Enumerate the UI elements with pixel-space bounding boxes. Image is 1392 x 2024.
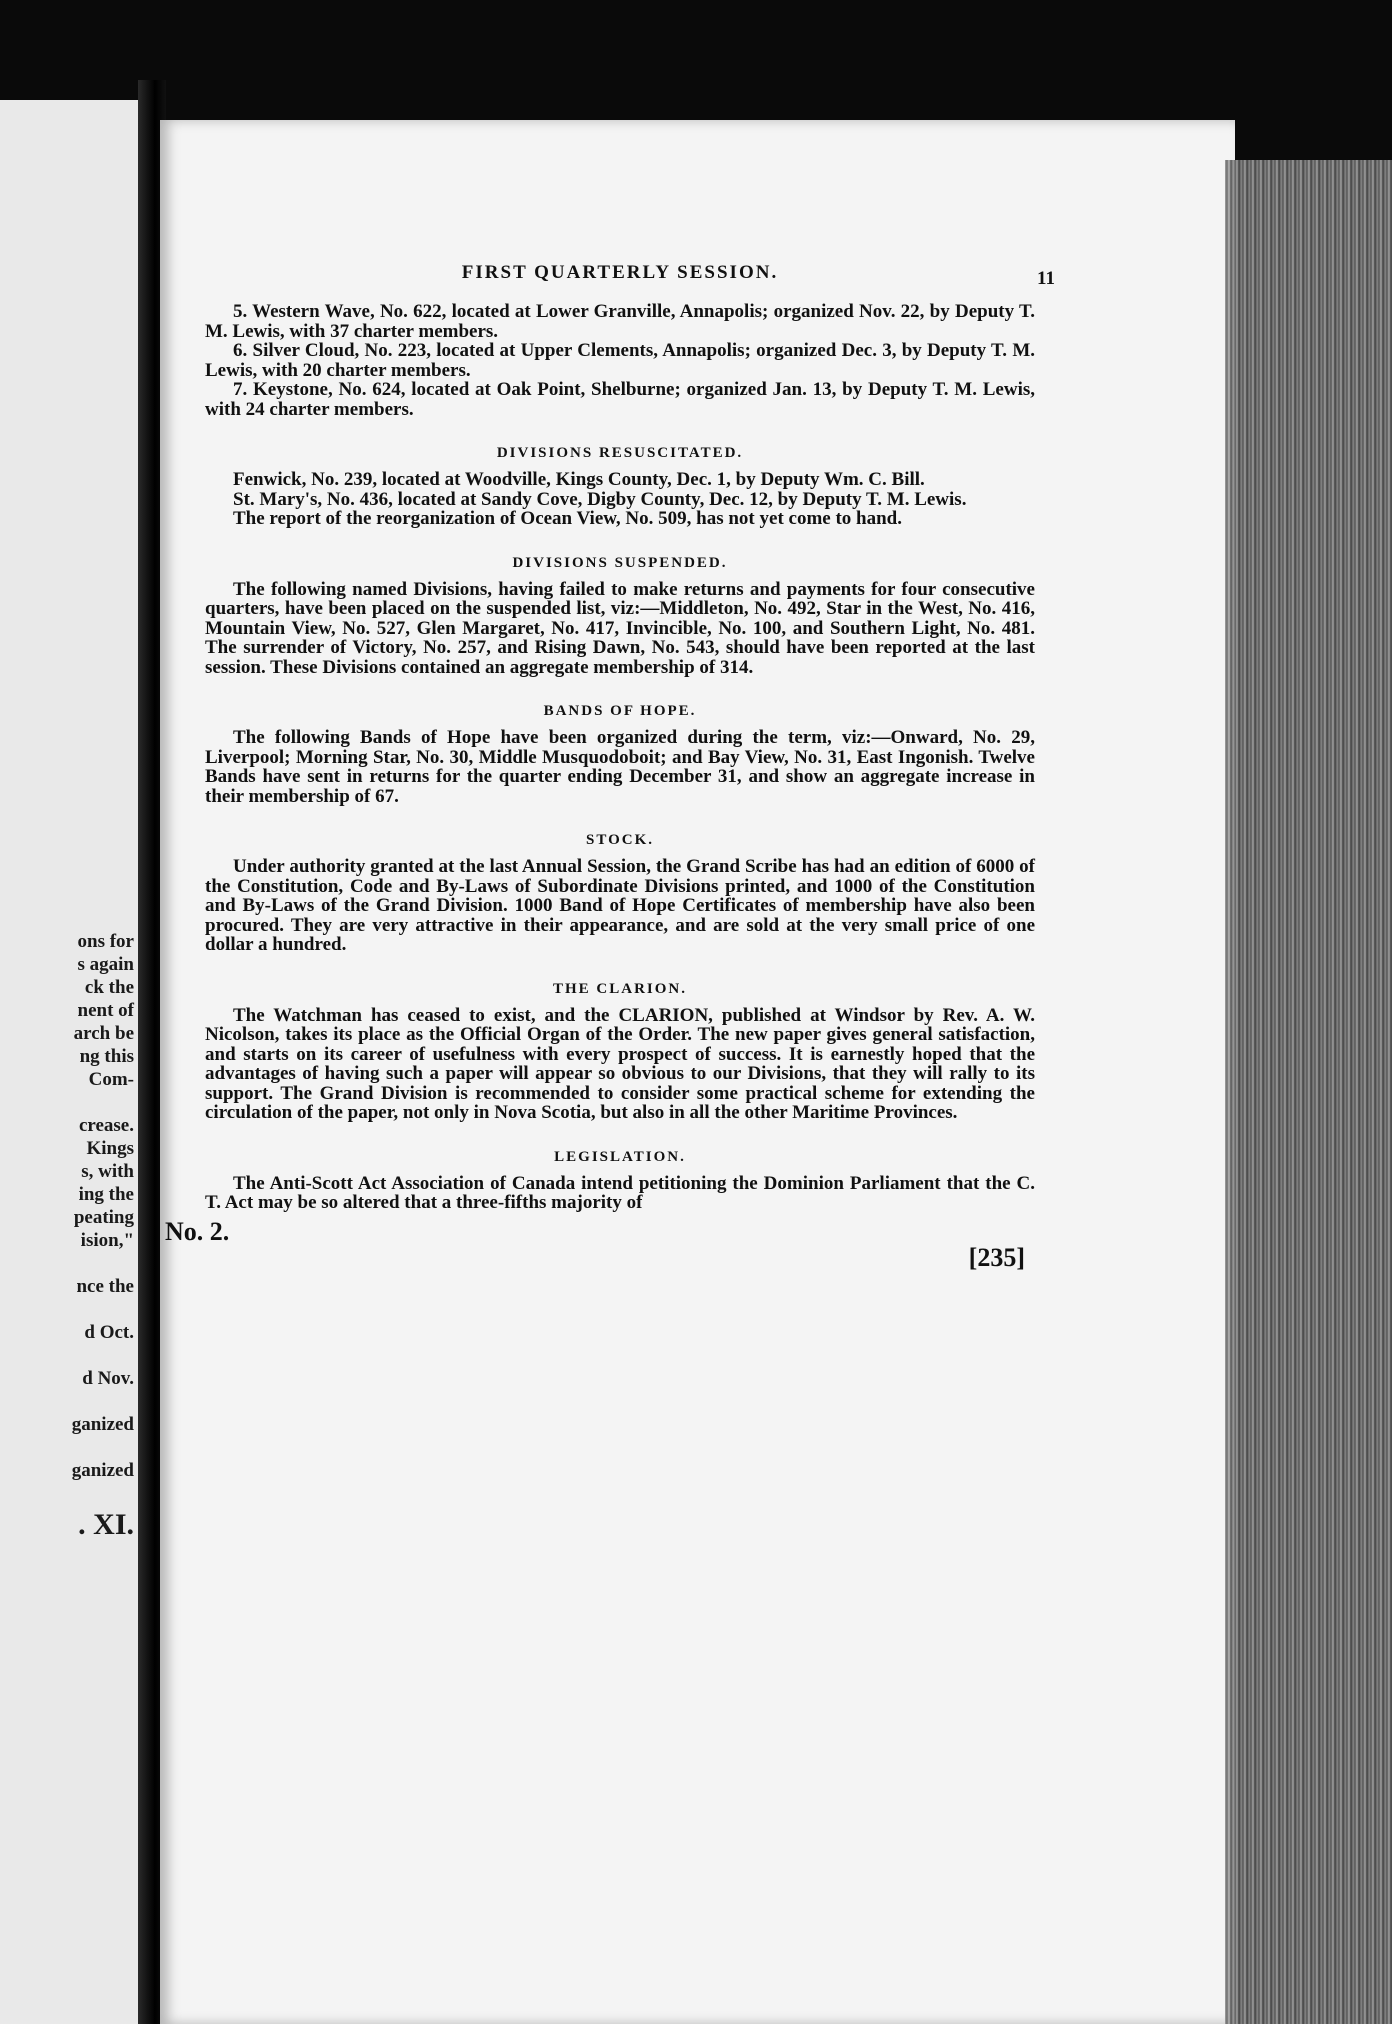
left-fragment-line bbox=[4, 1436, 134, 1459]
left-fragment-line: Com- bbox=[88, 1069, 134, 1090]
section-heading: DIVISIONS RESUSCITATED. bbox=[496, 445, 744, 461]
left-fragment-line: d Oct. bbox=[84, 1322, 134, 1343]
left-fragment-line: ganized bbox=[71, 1414, 134, 1435]
left-fragment-line: d Nov. bbox=[82, 1368, 134, 1389]
left-fragment-line: crease. bbox=[78, 1115, 134, 1136]
left-fragment-line bbox=[4, 1344, 134, 1367]
page-edges bbox=[1225, 160, 1392, 2024]
left-fragment-line: arch be bbox=[73, 1023, 134, 1044]
paragraph: 6. Silver Cloud, No. 223, located at Upper Clements, Annapolis; organized Dec. 3, by Deputy T. M. Lewis, with 20 charter members. bbox=[205, 340, 1035, 381]
left-fragment-line: ons for bbox=[77, 931, 134, 952]
left-fragment-line bbox=[4, 1298, 134, 1321]
section bbox=[205, 445, 1035, 529]
left-fragment-line bbox=[4, 1091, 134, 1114]
sections bbox=[205, 302, 1035, 1213]
left-fragment-line: ganized bbox=[71, 1460, 134, 1481]
left-fragment-line bbox=[4, 1252, 134, 1275]
paragraph: The Anti-Scott Act Association of Canada intend petitioning the Dominion Parliament that the C. T. Act may be so altered that a three-fifths majority of bbox=[205, 1172, 1035, 1213]
left-fragment-line: . XI. bbox=[78, 1508, 134, 1541]
left-fragment-line: ck the bbox=[84, 977, 134, 998]
left-fragment-line: nce the bbox=[76, 1276, 134, 1297]
paragraph: The following named Divisions, having failed to make returns and payments for four consecutive quarters, have been placed on the suspended list, viz:—Middleton, No. 492, Star in the West, No. 416, Mountain View, No. 527, Glen Margaret, No. 417, Invincible, No. 100, and Southern Light, No. 481. The surrender of Victory, No. 257, and Rising Dawn, No. 543, should have been reported at the last session. These Divisions contained an aggregate membership of 314. bbox=[205, 578, 1035, 678]
left-fragment-line bbox=[4, 1482, 134, 1505]
page-header bbox=[205, 262, 1055, 302]
left-fragment-line: ng this bbox=[79, 1046, 134, 1067]
left-fragment-line: s again bbox=[77, 954, 134, 975]
section-heading: THE CLARION. bbox=[552, 980, 688, 997]
paragraph: 7. Keystone, No. 624, located at Oak Point, Shelburne; organized Jan. 13, by Deputy T. M. Lewis, with 24 charter members. bbox=[205, 379, 1035, 420]
left-page bbox=[0, 100, 138, 2024]
section bbox=[205, 703, 1035, 806]
left-fragment-line: s, with bbox=[81, 1161, 134, 1182]
left-fragment-line: peating bbox=[73, 1207, 134, 1228]
section bbox=[205, 555, 1035, 678]
paragraph: Fenwick, No. 239, located at Woodville, Kings County, Dec. 1, by Deputy Wm. C. Bill. bbox=[233, 469, 925, 490]
page-footer bbox=[165, 1216, 1035, 1272]
bracket-page-number: [235] bbox=[968, 1242, 1025, 1272]
paragraph: The following Bands of Hope have been organized during the term, viz:—Onward, No. 29, Liverpool; Morning Star, No. 30, Middle Musquodoboit; and Bay View, No. 31, East Ingonish. Twelve Bands have sent in returns for the quarter ending December 31, and show an aggregate increase in their membership of 67. bbox=[205, 727, 1035, 807]
left-page-fragments bbox=[4, 930, 134, 1545]
left-fragment-line bbox=[4, 1390, 134, 1413]
section-heading: LEGISLATION. bbox=[554, 1148, 686, 1165]
left-fragment-line: ision," bbox=[80, 1230, 134, 1251]
left-fragment-line: nent of bbox=[77, 1000, 134, 1021]
page-number: 11 bbox=[1037, 268, 1055, 289]
left-fragment-line: Kings bbox=[86, 1138, 134, 1159]
section bbox=[205, 302, 1035, 419]
paragraph: The report of the reorganization of Ocean View, No. 509, has not yet come to hand. bbox=[233, 508, 902, 529]
section bbox=[205, 832, 1035, 955]
section bbox=[205, 981, 1035, 1123]
paragraph: St. Mary's, No. 436, located at Sandy Cove, Digby County, Dec. 12, by Deputy T. M. Lewis. bbox=[233, 488, 967, 510]
section-heading: DIVISIONS SUSPENDED. bbox=[512, 554, 728, 571]
left-fragment-line: ing the bbox=[78, 1184, 134, 1205]
section-heading: STOCK. bbox=[586, 832, 654, 848]
page-content bbox=[165, 262, 1055, 1272]
paragraph: The Watchman has ceased to exist, and the CLARION, published at Windsor by Rev. A. W. Nicolson, takes its place as the Official Organ of the Order. The new paper gives general satisfaction, and starts on its career of usefulness with every prospect of success. It is earnestly hoped that the advantages of having such a paper will appear so obvious to our Divisions, that they will rally to its support. The Grand Division is recommended to consider some practical scheme for extending the circulation of the paper, not only in Nova Scotia, but also in all the other Maritime Provinces. bbox=[205, 1004, 1035, 1123]
signature-mark: No. 2. bbox=[165, 1216, 230, 1246]
section bbox=[205, 1149, 1035, 1213]
paragraph: 5. Western Wave, No. 622, located at Lower Granville, Annapolis; organized Nov. 22, by Deputy T. M. Lewis, with 37 charter members. bbox=[205, 301, 1035, 342]
section-heading: BANDS OF HOPE. bbox=[543, 703, 697, 719]
paragraph: Under authority granted at the last Annual Session, the Grand Scribe has had an edition of 6000 of the Constitution, Code and By-Laws of Subordinate Divisions printed, and 1000 of the Constitution and By-Laws of the Grand Division. 1000 Band of Hope Certificates of membership have also been procured. They are very attractive in their appearance, and are sold at the very small price of one dollar a hundred. bbox=[205, 856, 1035, 955]
running-head: FIRST QUARTERLY SESSION. bbox=[461, 262, 779, 283]
